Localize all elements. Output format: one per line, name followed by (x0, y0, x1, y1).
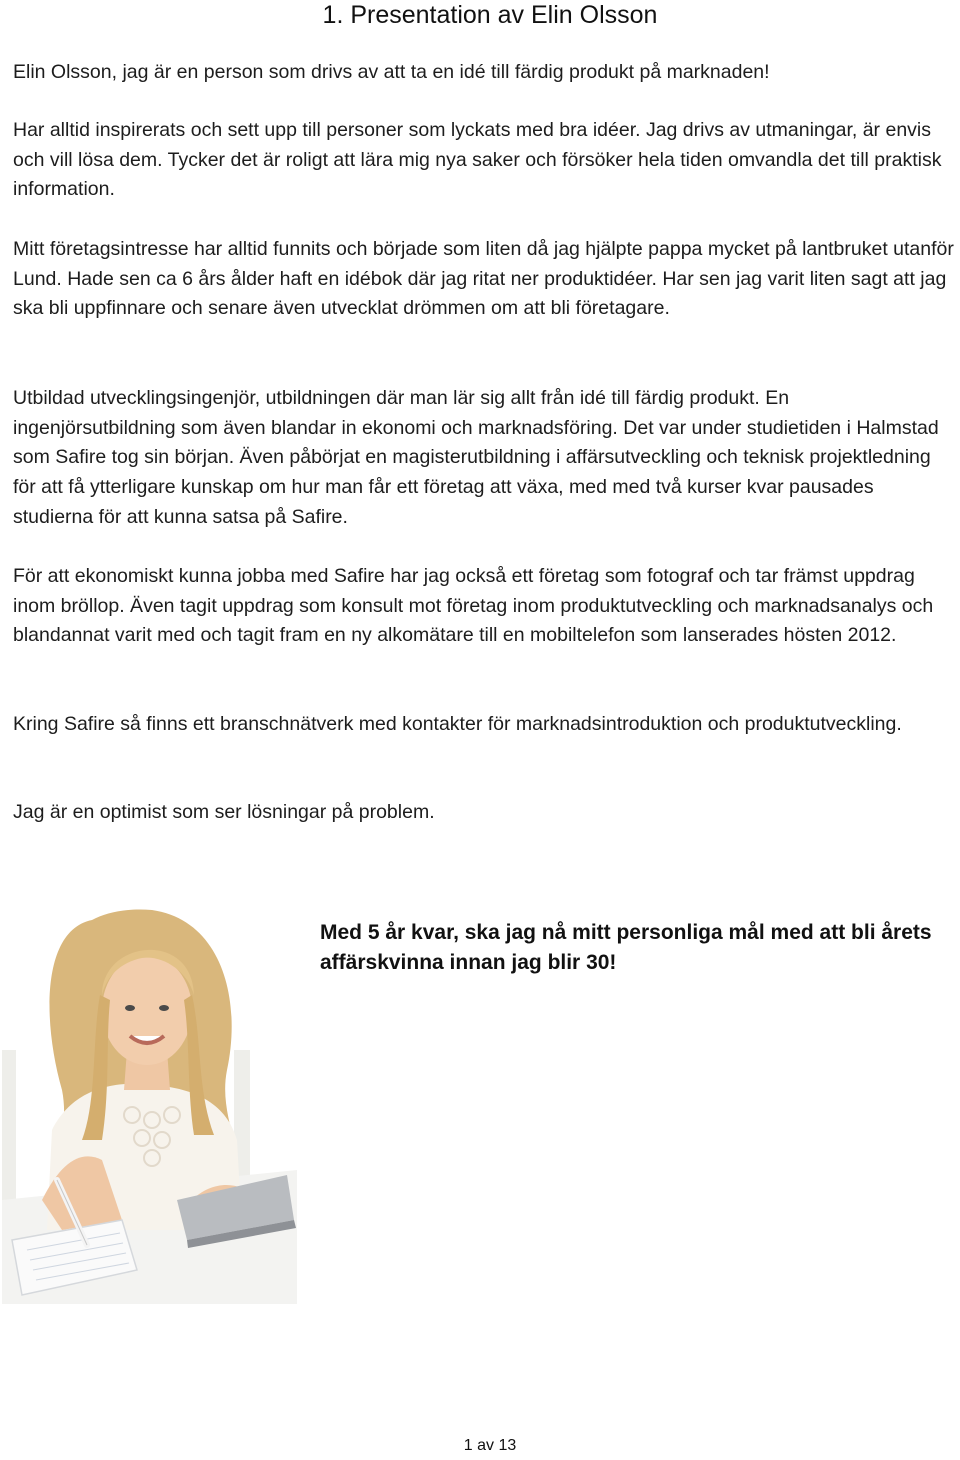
intro-paragraph: Elin Olsson, jag är en person som drivs av att ta en idé till färdig produkt på marknaden! (13, 61, 770, 83)
inspiration-paragraph: Har alltid inspirerats och sett upp till personer som lyckats med bra idéer. Jag drivs av utmaningar, är envis och vill lösa dem. Tycker det är roligt att lära mig nya saker och försöker hela tiden omvandla det till praktisk information. (13, 119, 942, 201)
portrait-illustration (2, 900, 297, 1304)
page-number: 1 av 13 (463, 1437, 517, 1454)
portrait-photo (2, 900, 297, 1304)
network-paragraph: Kring Safire så finns ett branschnätverk med kontakter för marknadsintroduktion och produktutveckling. (13, 713, 902, 735)
goal-statement: Med 5 år kvar, ska jag nå mitt personliga mål med att bli årets affärskvinna innan jag blir 30! (320, 921, 944, 974)
page-title: 1. Presentation av Elin Olsson (322, 1, 658, 29)
optimist-paragraph: Jag är en optimist som ser lösningar på problem. (13, 801, 435, 823)
business-interest-paragraph: Mitt företagsintresse har alltid funnits och började som liten då jag hjälpte pappa mycket på lantbruket utanför Lund. Hade sen ca 6 års ålder haft en idébok där jag ritat ner produktidéer. Har sen jag varit liten sagt att jag ska bli uppfinnare och senare även utvecklat drömmen om att bli företagare. (13, 238, 954, 320)
photographer-paragraph: För att ekonomiskt kunna jobba med Safire har jag också ett företag som fotograf och tar främst uppdrag inom bröllop. Även tagit uppdrag som konsult mot företag inom produktutveckling och marknadsanalys och blandannat varit med och tagit fram en ny alkomätare till en mobiltelefon som lanserades hösten 2012. (13, 565, 934, 647)
education-paragraph: Utbildad utvecklingsingenjör, utbildningen där man lär sig allt från idé till färdig produkt. En ingenjörsutbildning som även blandar in ekonomi och marknadsföring. Det var under studietiden i Halmstad som Safire tog sin början. Även påbörjat en magisterutbildning i affärsutveckling och teknisk projektledning för att få ytterligare kunskap om hur man får ett företag att växa, med med två kurser kvar pausades studierna för att kunna satsa på Safire. (13, 387, 939, 528)
